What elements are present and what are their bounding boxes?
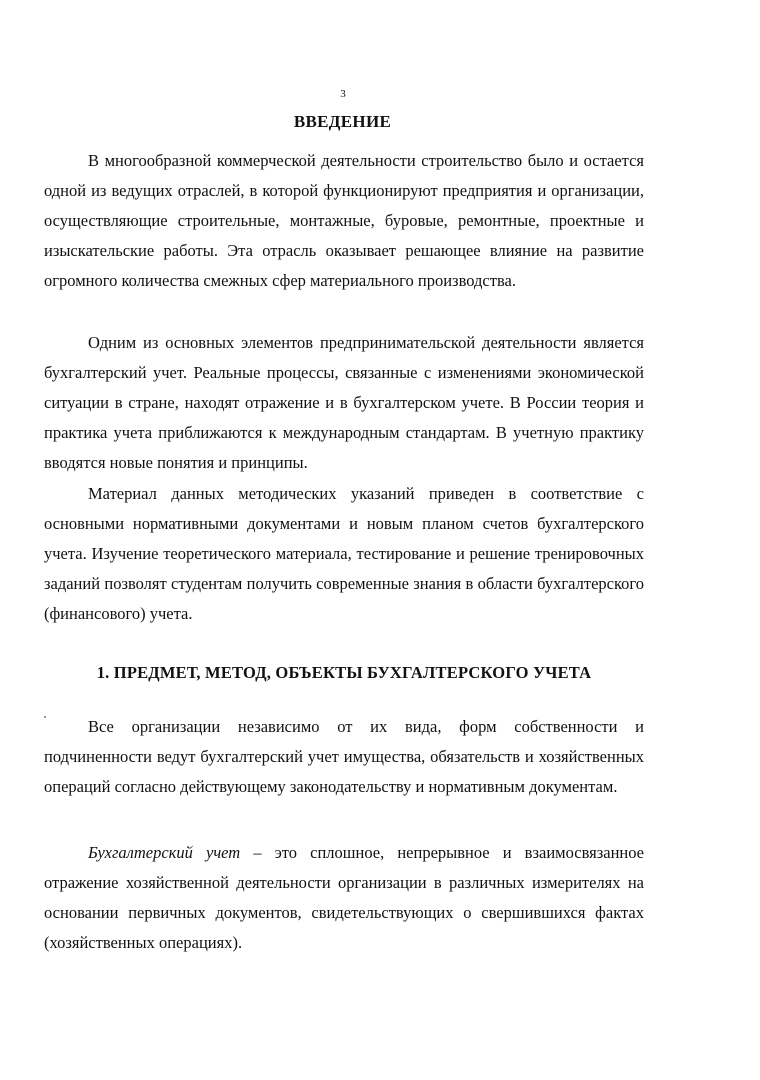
intro-paragraph-2: Одним из основных элементов предпринимательской деятельности является бухгалтерский учет. Реальные процессы, связанные с изменениями экономической ситуации в стране, находят отражение и в бухгалтерском учете. В России теория и практика учета приближаются к международным стандартам. В учетную практику вводятся новые понятия и принципы. (44, 333, 644, 472)
intro-paragraph-3: Материал данных методических указаний приведен в соответствие с основными нормативными документами и новым планом счетов бухгалтерского учета. Изучение теоретического материала, тестирование и решение тренировочных заданий позволят студентам получить современные знания в области бухгалтерского (финансового) учета. (44, 484, 644, 623)
section-1-paragraph-1: Все организации независимо от их вида, форм собственности и подчиненности ведут бухгалтерский учет имущества, обязательств и хозяйственных операций согласно действующему законодательству и нормативным документам. (44, 717, 644, 796)
section-1-heading: 1. ПРЕДМЕТ, МЕТОД, ОБЪЕКТЫ БУХГАЛТЕРСКОГО УЧЕТА (96, 663, 592, 682)
definition-text: – это сплошное, непрерывное и взаимосвязанное отражение хозяйственной деятельности организации в различных измерителях на основании первичных документов, свидетельствующих о свершившихся фактах (хозяйственных операциях). (44, 843, 645, 952)
intro-heading: ВВЕДЕНИЕ (293, 112, 392, 131)
intro-paragraph-1: В многообразной коммерческой деятельности строительство было и остается одной из ведущих отраслей, в которой функционируют предприятия и организации, осуществляющие строительные, монтажные, буровые, ремонтные, проектные и изыскательские работы. Эта отрасль оказывает решающее влияние на развитие огромного количества смежных сфер материального производства. (44, 151, 644, 290)
section-1-definition-paragraph (44, 838, 644, 958)
definition-term: Бухгалтерский учет (88, 843, 241, 862)
page-number: 3 (340, 88, 346, 100)
